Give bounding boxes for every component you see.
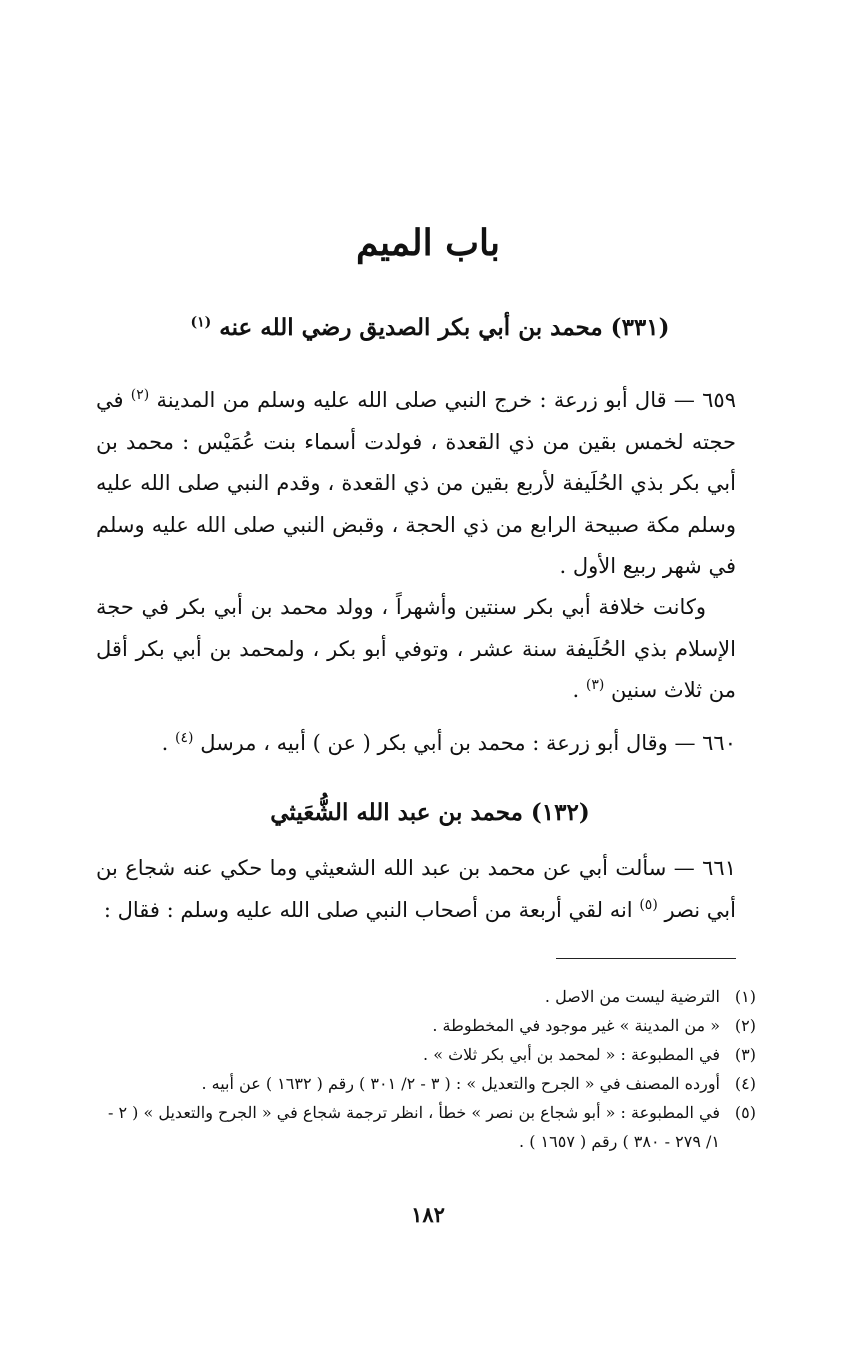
paragraph-text: سألت أبي عن محمد بن عبد الله الشعيثي وما حكي عنه شجاع بن أبي نصر xyxy=(96,856,736,922)
paragraph-number: ٦٦٠ — xyxy=(674,731,736,755)
paragraph-number: ٦٥٩ — xyxy=(673,388,736,412)
footnote-number: (٥) xyxy=(734,1103,756,1122)
footnote-number: (١) xyxy=(734,987,756,1006)
footnote-ref: (١) xyxy=(190,314,212,331)
entry-heading-132 xyxy=(80,795,780,831)
page-number: ١٨٢ xyxy=(411,1202,445,1227)
entry-heading-text: (١٣٢) محمد بن عبد الله الشُّعَيثي xyxy=(270,799,590,826)
paragraph-text: قال أبو زرعة : خرج النبي صلى الله عليه وسلم من المدينة xyxy=(156,388,667,412)
footnote-ref: (٤) xyxy=(175,730,194,746)
footnote-ref: (٢) xyxy=(130,387,150,403)
paragraph-661 xyxy=(96,848,736,931)
footnote xyxy=(96,1098,756,1156)
chapter-title: باب الميم xyxy=(355,222,501,264)
footnote-text: أورده المصنف في « الجرح والتعديل » : ( ٣ - ٢/ ٣٠١ ) رقم ( ١٦٣٢ ) عن أبيه . xyxy=(201,1074,720,1093)
paragraph-659-continued xyxy=(96,587,736,712)
footnote-text: في المطبوعة : « لمحمد بن أبي بكر ثلاث » . xyxy=(423,1045,720,1064)
footnote xyxy=(96,1069,756,1098)
entry-heading-331 xyxy=(80,310,780,346)
paragraph-text: . xyxy=(161,731,169,755)
footnote-number: (٢) xyxy=(734,1016,756,1035)
paragraph-text: انه لقي أربعة من أصحاب النبي صلى الله عليه وسلم : فقال : xyxy=(103,897,633,922)
entry-heading-text: (٣٣١) محمد بن أبي بكر الصديق رضي الله عنه xyxy=(219,314,670,341)
footnote xyxy=(96,1011,756,1040)
footnote-divider xyxy=(556,958,736,959)
footnotes xyxy=(96,982,756,1156)
footnote xyxy=(96,1040,756,1069)
footnote-text: في المطبوعة : « أبو شجاع بن نصر » خطأ ، انظر ترجمة شجاع في « الجرح والتعديل » ( ٢ - ١/ ٢٧٩ - ٣٨٠ ) رقم ( ١٦٥٧ ) . xyxy=(107,1103,720,1151)
footnote-text: الترضية ليست من الاصل . xyxy=(544,987,720,1006)
paragraph-660 xyxy=(96,723,736,765)
footnote-text: « من المدينة » غير موجود في المخطوطة . xyxy=(432,1016,720,1035)
footnote-ref: (٥) xyxy=(639,896,658,913)
footnote xyxy=(96,982,756,1011)
paragraph-text: في حجته لخمس بقين من ذي القعدة ، فولدت أسماء بنت عُمَيْس : محمد بن أبي بكر بذي الحُلَيفة لأربع بقين من ذي القعدة ، وقدم النبي صلى الله عليه وسلم مكة صبيحة الرابع من ذي الحجة ، وقبض النبي صلى الله عليه وسلم في شهر ربيع الأول . xyxy=(96,388,736,578)
paragraph-text: وقال أبو زرعة : محمد بن أبي بكر ( عن ) أبيه ، مرسل xyxy=(200,731,668,755)
footnote-ref: (٣) xyxy=(585,677,605,693)
paragraph-text: وكانت خلافة أبي بكر سنتين وأشهراً ، وولد محمد بن أبي بكر في حجة الإسلام بذي الحُلَيفة سنة عشر ، وتوفي أبو بكر ، ولمحمد بن أبي بكر أقل من ثلاث سنين xyxy=(96,595,736,702)
paragraph-659 xyxy=(96,380,736,588)
paragraph-number: ٦٦١ — xyxy=(673,856,736,880)
footnote-number: (٣) xyxy=(734,1045,756,1064)
paragraph-text: . xyxy=(572,678,580,702)
footnote-number: (٤) xyxy=(734,1074,756,1093)
